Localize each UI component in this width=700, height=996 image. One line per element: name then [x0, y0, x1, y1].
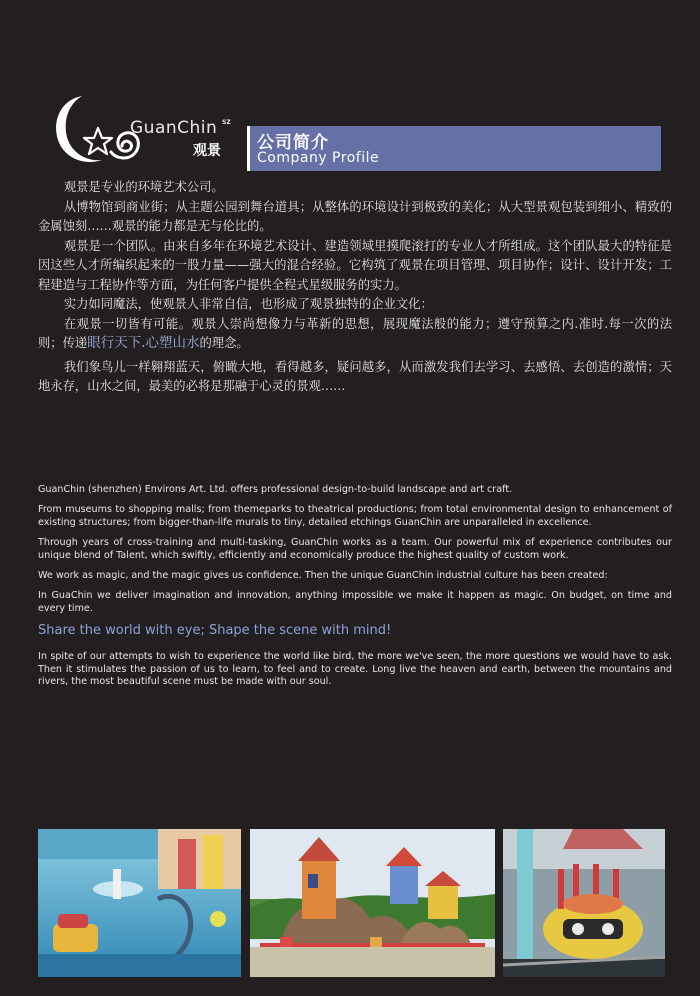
cn-paragraph-3: 观景是一个团队。由来自多年在环境艺术设计、建造领域里摸爬滚打的专业人才所组成。这个团队最大的特征是因这些人才所编织起来的一股力量——强大的混合经验。它构筑了观景在项目管理、项目协作；设计、设计开发；工程建造与工程协作等方面，为任何客户提供全程式星级服务的实力。 — [38, 238, 672, 292]
cn-paragraph-6: 我们象鸟儿一样翱翔蓝天，俯瞰大地，看得越多，疑问越多，从而激发我们去学习、去感悟、去创造的激情；天地永存，山水之间，最美的必将是那融于心灵的景观…… — [38, 359, 672, 393]
chinese-profile-text — [38, 178, 672, 397]
cn-paragraph-1: 观景是专业的环境艺术公司。 — [63, 180, 224, 194]
en-paragraph-6: In spite of our attempts to wish to experience the world like bird, the more we've seen, the more questions we would have to ask. Then it stimulates the passion of us to learn, to feel and to create. Long live the heaven and earth, between the mountains and rivers, the most beautiful scene must be made with our soul. — [38, 651, 672, 688]
cn-paragraph-5 — [38, 315, 672, 354]
en-paragraph-1: GuanChin (shenzhen) Environs Art. Ltd. offers professional design-to-build landscape and art craft. — [38, 484, 513, 495]
english-profile-text — [38, 484, 672, 696]
en-paragraph-2: From museums to shopping malls; from themeparks to theatrical productions; from total environmental design to enhancement of existing structures; from bigger-than-life murals to tiny, detailed etchings GuanChin are unparalleled in excellence. — [38, 504, 672, 528]
section-title-bar — [247, 126, 661, 171]
section-title-english: Company Profile — [257, 150, 380, 166]
title-divider — [247, 126, 250, 171]
logo-brand-name: GuanChin — [130, 118, 218, 138]
cn-slogan-highlight: 眼行天下.心塑山水 — [87, 335, 200, 351]
en-paragraph-5: In GuaChin we deliver imagination and innovation, anything impossible we make it happen as magic. On budget, on time and every time. — [38, 590, 672, 614]
logo-superscript: SZ — [222, 119, 231, 126]
cn-paragraph-4: 实力如同魔法，使观景人非常自信，也形成了观景独特的企业文化： — [63, 297, 433, 311]
cn-paragraph-5-start: 在观景一切皆有可能。观景人崇尚想像力与革新的思想，展现魔法般的能力；遵守预算之内.准时.每一次的法则；传递 — [38, 316, 672, 350]
water-park-photo — [38, 829, 241, 977]
logo-chinese-name: 观景 — [193, 143, 221, 159]
cn-paragraph-2: 从博物馆到商业街；从主题公园到舞台道具；从整体的环境设计到极致的美化；从大型景观包装到细小、精致的金属蚀刻……观景的能力都是无与伦比的。 — [38, 199, 672, 233]
section-title-chinese: 公司简介 — [257, 133, 329, 153]
en-paragraph-4: We work as magic, and the magic gives us confidence. Then the unique GuanChin industrial culture has been created: — [38, 570, 608, 582]
company-logo — [50, 92, 240, 172]
en-tagline: Share the world with eye; Shape the scene with mind! — [38, 623, 392, 639]
en-paragraph-3: Through years of cross-training and multi-tasking, GuanChin works as a team. Our powerful mix of experience contributes our unique blend of Talent, which swiftly, efficiently and economically produce the highest quality of custom work. — [38, 537, 672, 561]
castle-rockwork-photo — [250, 829, 495, 977]
cn-paragraph-5-end: 的理念。 — [199, 336, 249, 350]
ride-vehicle-photo — [503, 829, 665, 977]
